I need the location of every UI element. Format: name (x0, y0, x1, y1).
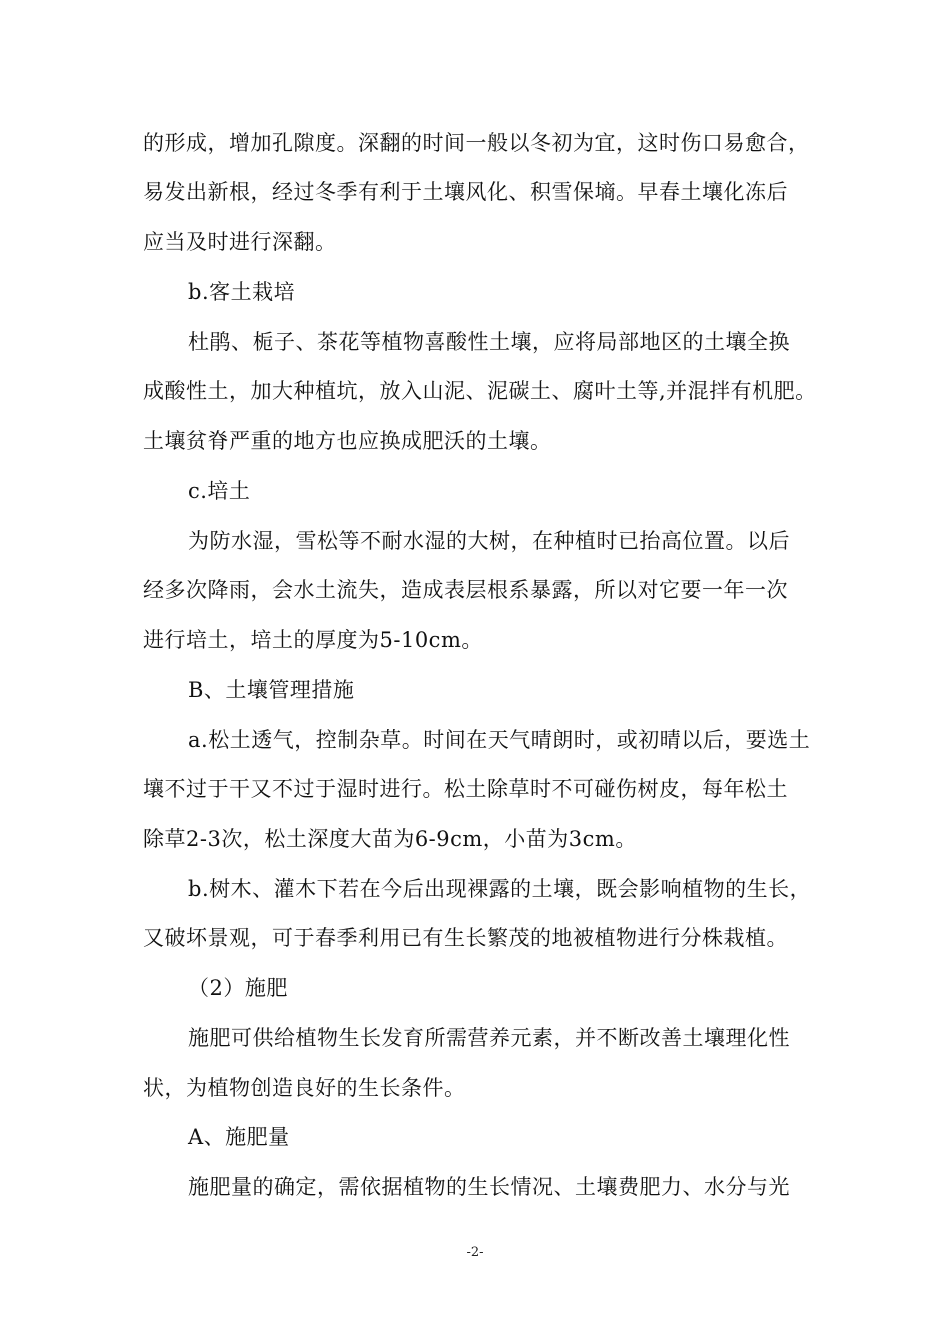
text-line: 又破坏景观，可于春季利用已有生长繁茂的地被植物进行分株栽植。 (143, 926, 788, 950)
text-line: 进行培土，培土的厚度为5-10cm。 (143, 628, 483, 652)
text-line: 应当及时进行深翻。 (143, 230, 337, 254)
text-line: b.树木、灌木下若在今后出现裸露的土壤，既会影响植物的生长， (188, 877, 812, 901)
text-line: 壤不过于干又不过于湿时进行。松土除草时不可碰伤树皮，每年松土 (143, 777, 788, 801)
subheading-fertilizer-amount: A、施肥量 (188, 1125, 290, 1149)
subheading-fertilize: （2）施肥 (188, 976, 288, 1000)
page-number: -2- (466, 1245, 484, 1260)
text-line: 除草2-3次，松土深度大苗为6-9cm，小苗为3cm。 (143, 827, 637, 851)
text-line: 施肥量的确定，需依据植物的生长情况、土壤费肥力、水分与光 (188, 1175, 790, 1199)
text-line: 的形成，增加孔隙度。深翻的时间一般以冬初为宜，这时伤口易愈合， (143, 131, 810, 155)
text-line: 易发出新根，经过冬季有利于土壤风化、积雪保墒。早春土壤化冻后 (143, 180, 788, 204)
text-line: 为防水湿，雪松等不耐水湿的大树，在种植时已抬高位置。以后 (188, 529, 790, 553)
text-line: 经多次降雨，会水土流失，造成表层根系暴露，所以对它要一年一次 (143, 578, 788, 602)
subheading-b-ketu: b.客土栽培 (188, 280, 296, 304)
text-line: 施肥可供给植物生长发育所需营养元素，并不断改善土壤理化性 (188, 1026, 790, 1050)
subheading-b-soil-management: B、土壤管理措施 (188, 678, 355, 702)
text-line: 土壤贫脊严重的地方也应换成肥沃的土壤。 (143, 429, 552, 453)
text-line: a.松土透气，控制杂草。时间在天气晴朗时，或初晴以后，要选土 (188, 728, 811, 752)
text-line: 杜鹃、栀子、茶花等植物喜酸性土壤，应将局部地区的土壤全换 (188, 330, 790, 354)
subheading-c-peitu: c.培土 (188, 479, 251, 503)
text-line: 状，为植物创造良好的生长条件。 (143, 1076, 466, 1100)
text-line: 成酸性土，加大种植坑，放入山泥、泥碳土、腐叶土等,并混拌有机肥。 (143, 379, 817, 403)
